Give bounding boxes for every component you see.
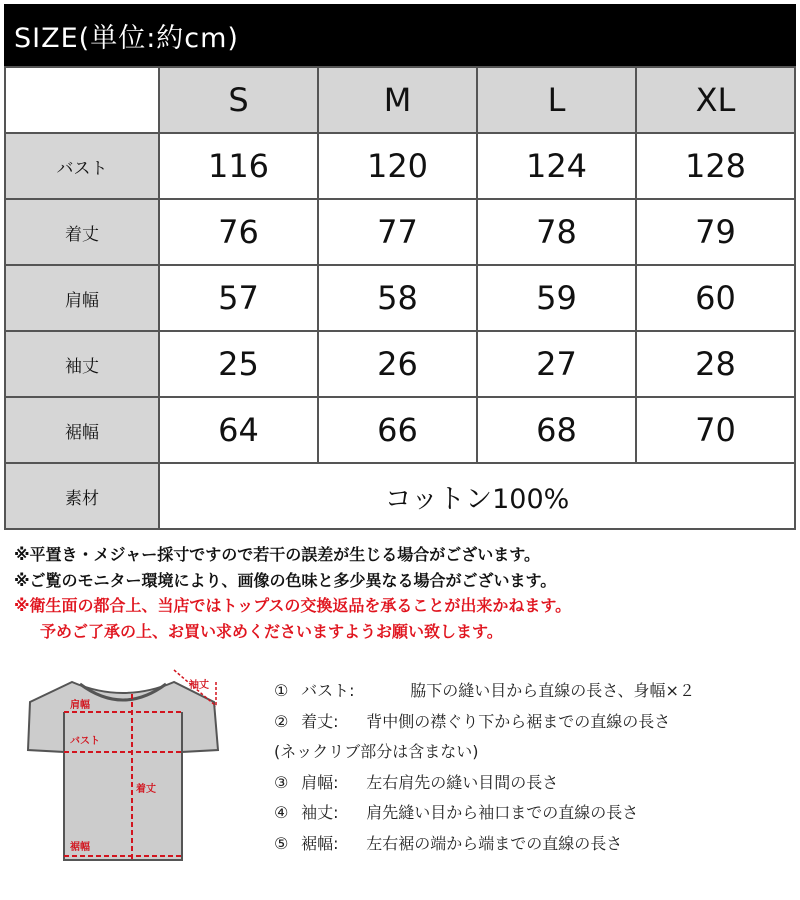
table-cell: 26	[318, 331, 477, 397]
table-row	[5, 331, 795, 397]
table-cell: 79	[636, 199, 795, 265]
definition-shoulder	[274, 768, 794, 799]
table-cell: 57	[159, 265, 318, 331]
table-cell: 58	[318, 265, 477, 331]
table-row-material	[5, 463, 795, 529]
definition-length	[274, 707, 794, 738]
table-cell: 68	[477, 397, 636, 463]
definition-hem	[274, 829, 794, 860]
definition-number: ④	[274, 803, 289, 822]
note-returns: ※衛生面の都合上、当店ではトップスの交換返品を承ることが出来かねます。	[14, 596, 572, 615]
definition-length-note	[274, 737, 794, 768]
notes	[14, 542, 794, 644]
row-label-bust: バスト	[5, 133, 159, 199]
table-cell: 120	[318, 133, 477, 199]
table-cell: 60	[636, 265, 795, 331]
material-value: コットン100%	[159, 463, 795, 529]
definition-text: 脇下の縫い目から直線の長さ、身幅×２	[410, 681, 695, 700]
note-measurement: ※平置き・メジャー採寸ですので若干の誤差が生じる場合がございます。	[14, 545, 540, 564]
table-cell: 25	[159, 331, 318, 397]
table-cell: 78	[477, 199, 636, 265]
definition-bust	[274, 676, 794, 707]
definition-sleeve	[274, 798, 794, 829]
definition-term: 肩幅:	[301, 772, 339, 792]
table-header-row	[5, 67, 795, 133]
size-header-m: M	[318, 67, 477, 133]
size-header-xl: XL	[636, 67, 795, 133]
page-title: SIZE(単位:約cm)	[14, 23, 239, 54]
note-returns-continued: 予めご了承の上、お買い求めくださいますようお願い致します。	[40, 621, 503, 641]
table-cell: 116	[159, 133, 318, 199]
definition-number: ①	[274, 681, 289, 700]
table-row	[5, 265, 795, 331]
table-cell: 124	[477, 133, 636, 199]
definition-term: 裾幅:	[301, 833, 339, 853]
diagram-label-bust: バスト	[70, 736, 100, 747]
size-header-l: L	[477, 67, 636, 133]
table-cell: 64	[159, 397, 318, 463]
row-label-hem: 裾幅	[5, 397, 159, 463]
size-table	[4, 66, 796, 530]
definition-term: バスト:	[301, 681, 355, 700]
table-corner-cell	[5, 67, 159, 133]
definition-number: ③	[274, 772, 289, 792]
definition-text: 肩先縫い目から袖口までの直線の長さ	[366, 803, 639, 822]
table-cell: 76	[159, 199, 318, 265]
definition-text: 左右肩先の縫い目間の長さ	[366, 772, 559, 792]
table-cell: 59	[477, 265, 636, 331]
table-cell: 70	[636, 397, 795, 463]
size-header-s: S	[159, 67, 318, 133]
definition-text: 左右裾の端から端までの直線の長さ	[366, 833, 623, 853]
title-bar	[4, 4, 796, 66]
table-row	[5, 199, 795, 265]
table-cell: 77	[318, 199, 477, 265]
row-label-length: 着丈	[5, 199, 159, 265]
table-cell: 128	[636, 133, 795, 199]
definition-term: 袖丈:	[301, 803, 339, 822]
measurement-definitions	[274, 676, 794, 859]
table-cell: 28	[636, 331, 795, 397]
row-label-material: 素材	[5, 463, 159, 529]
definition-text: (ネックリブ部分は含まない)	[274, 742, 479, 761]
diagram-label-sleeve: 袖丈	[189, 680, 209, 691]
table-row	[5, 133, 795, 199]
tshirt-measurement-diagram	[24, 664, 224, 874]
tshirt-shape	[28, 682, 218, 860]
table-row	[5, 397, 795, 463]
row-label-sleeve: 袖丈	[5, 331, 159, 397]
row-label-shoulder: 肩幅	[5, 265, 159, 331]
definition-text: 背中側の襟ぐり下から裾までの直線の長さ	[366, 711, 671, 731]
table-cell: 27	[477, 331, 636, 397]
definition-number: ②	[274, 711, 289, 731]
definition-number: ⑤	[274, 833, 289, 853]
definition-term: 着丈:	[301, 711, 339, 731]
note-monitor: ※ご覧のモニター環境により、画像の色味と多少異なる場合がございます。	[14, 570, 557, 590]
table-cell: 66	[318, 397, 477, 463]
diagram-label-shoulder: 肩幅	[70, 700, 90, 711]
diagram-label-hem: 裾幅	[70, 842, 90, 853]
diagram-label-length: 着丈	[136, 784, 156, 795]
